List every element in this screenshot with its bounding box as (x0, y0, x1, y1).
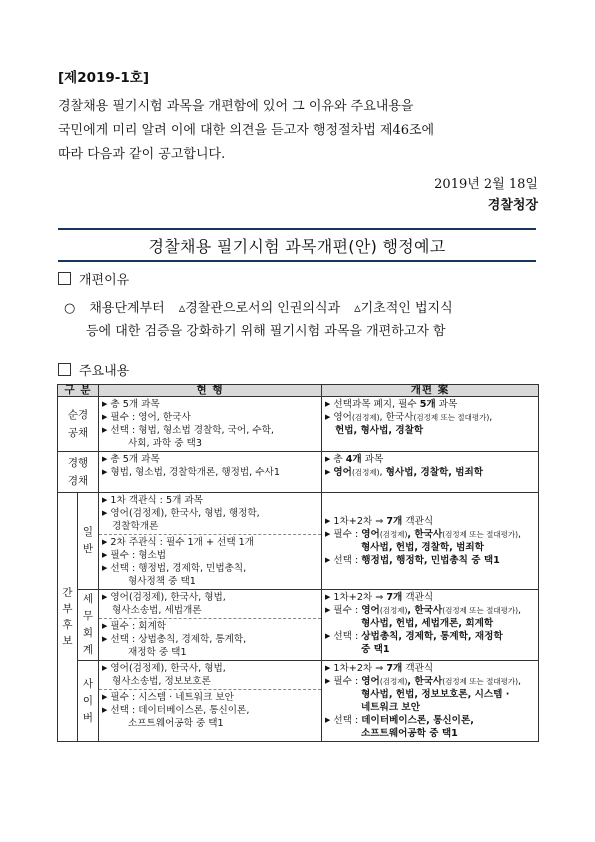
document-title: 경찰채용 필기시험 과목개편(안) 행정예고 (148, 236, 446, 256)
agency-name: 경찰청장 (487, 198, 538, 213)
header-category: 구 분 (58, 385, 99, 397)
section-heading-reason (58, 269, 129, 288)
current-cell: ▶ 1차 객관식 : 5개 과목 ▶ 영어(검정제), 한국사, 형법, 행정학, 경찰학개론 ▶ 2차 주관식 : 필수 1개 + 선택 1개 ▶ 필수 : 형소법 ▶ 선택 : 행정법, 경제학, 민법총칙, 형사정책 중 택1 (99, 493, 322, 590)
reason-paragraph (64, 297, 540, 343)
current-cell: ▶ 영어(검정제), 한국사, 형법, 형사소송법, 세법개론 ▶ 필수 : 회계학 ▶ 선택 : 상법총칙, 경제학, 통계학, 재정학 중 택1 (99, 590, 322, 661)
intro-line: 따라 다음과 같이 공고합니다. (58, 147, 226, 162)
category-cell: 간 부 후 보 (58, 493, 78, 742)
checkbox-square-icon (58, 272, 71, 285)
comparison-table (57, 384, 539, 742)
reason-text: ▵경찰관으로서의 인권의식과 (178, 301, 341, 316)
current-cell: ▶ 총 5개 과목 ▶ 필수 : 영어, 한국사 ▶ 선택 : 형법, 형소법 경찰학, 국어, 수학, 사회, 과학 중 택3 (99, 397, 322, 452)
current-cell: ▶ 총 5개 과목 ▶ 형법, 형소법, 경찰학개론, 행정법, 수사1 (99, 452, 322, 493)
reason-text: ▵기초적인 법지식 (354, 301, 453, 316)
intro-line: 경찰채용 필기시험 과목을 개편함에 있어 그 이유와 주요내용을 (58, 99, 414, 114)
revised-cell: ▶ 1차+2차 ⇒ 7개 객관식 ▶ 필수 : 영어(검정제), 한국사(검정제 또는 절대평가), 형사법, 헌법, 세법개론, 회계학 ▶ 선택 : 상법총칙, 경제학, 통계학, 재정학 중 택1 (322, 590, 539, 661)
intro-line: 국민에게 미리 알려 이에 대한 의견을 듣고자 행정절차법 제46조에 (58, 123, 435, 138)
reason-text: 등에 대한 검증을 강화하기 위해 필기시험 과목을 개편하고자 함 (86, 324, 446, 339)
table-header-row (58, 385, 539, 397)
table-row (58, 590, 539, 661)
revised-cell: ▶ 선택과목 폐지, 필수 5개 과목 ▶ 영어(검정제), 한국사(검정제 또는 절대평가), 헌법, 형사법, 경찰학 (322, 397, 539, 452)
table-row (58, 397, 539, 452)
document-title-bar (58, 228, 536, 262)
section-heading-contents (58, 360, 129, 379)
subcategory-cell: 세 무 회 계 (78, 590, 99, 661)
table-row (58, 452, 539, 493)
subcategory-cell: 일 반 (78, 493, 99, 590)
section-heading-label: 주요내용 (79, 364, 130, 379)
header-current: 현 행 (99, 385, 322, 397)
revised-cell: ▶ 1차+2차 ⇒ 7개 객관식 ▶ 필수 : 영어(검정제), 한국사(검정제 또는 절대평가), 형사법, 헌법, 정보보호론, 시스템 · 네트워크 보안 ▶ 선택 : 데이터베이스론, 통신이론, 소프트웨어공학 중 택1 (322, 661, 539, 742)
table-row (58, 661, 539, 742)
subcategory-cell: 사 이 버 (78, 661, 99, 742)
revised-cell: ▶ 1차+2차 ⇒ 7개 객관식 ▶ 필수 : 영어(검정제), 한국사(검정제 또는 절대평가), 형사법, 헌법, 경찰학, 범죄학 ▶ 선택 : 행정법, 행정학, 민법총칙 중 택1 (322, 493, 539, 590)
intro-paragraph (58, 95, 538, 167)
category-cell: 순경 공채 (58, 397, 99, 452)
current-cell: ▶ 영어(검정제), 한국사, 형법, 형사소송법, 정보보호론 ▶ 필수 : 시스템 · 네트워크 보안 ▶ 선택 : 데이터베이스론, 통신이론, 소프트웨어공학 중 택1 (99, 661, 322, 742)
category-cell: 경행 경채 (58, 452, 99, 493)
section-heading-label: 개편이유 (79, 273, 130, 288)
reason-text: 채용단계부터 (89, 301, 165, 316)
circle-bullet-icon: ○ (64, 301, 76, 316)
table-row (58, 493, 539, 590)
notice-number: [제2019-1호] (58, 70, 149, 86)
notice-date: 2019년 2월 18일 (434, 177, 538, 192)
header-revised: 개편 案 (322, 385, 539, 397)
checkbox-square-icon (58, 363, 71, 376)
revised-cell: ▶ 총 4개 과목 ▶ 영어(검정제), 형사법, 경찰학, 범죄학 (322, 452, 539, 493)
